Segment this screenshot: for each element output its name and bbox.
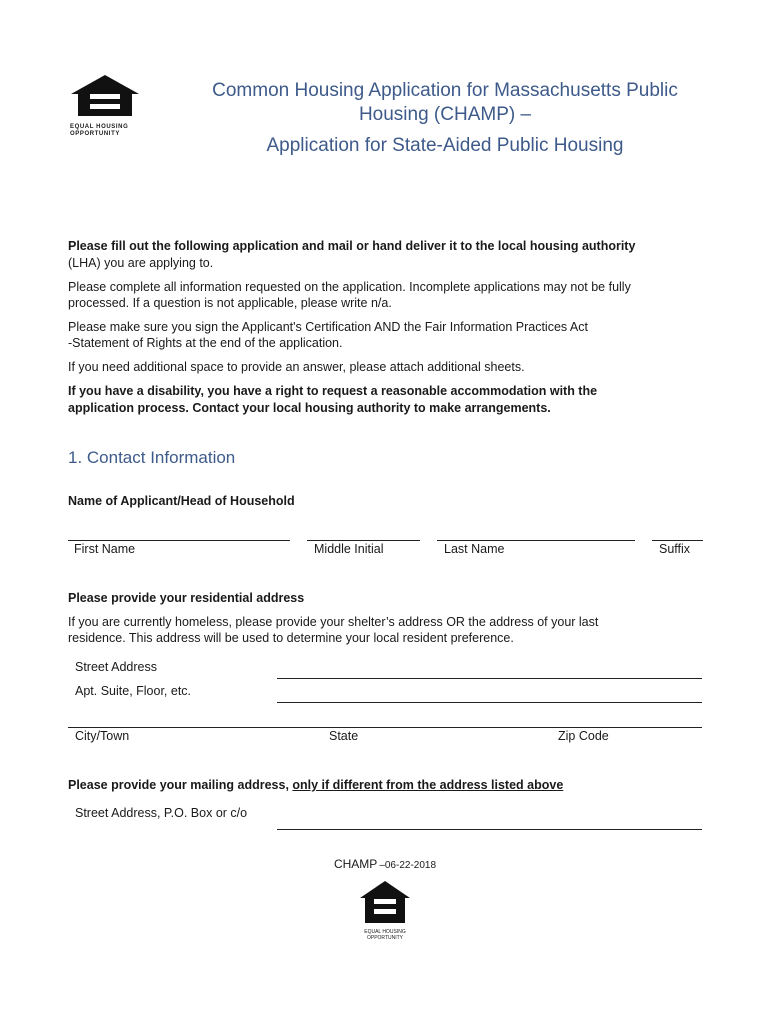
footer-date: –06-22-2018 (379, 860, 437, 871)
logo-text-1: EQUAL HOUSING (70, 124, 129, 130)
footer-logo-text-1: EQUAL HOUSING (364, 929, 406, 935)
suffix-label: Suffix (659, 542, 691, 556)
footer-code-name: CHAMP (333, 857, 378, 871)
equal-housing-logo (70, 74, 140, 137)
residential-heading: Please provide your residential address (68, 591, 305, 605)
last-name-field[interactable] (437, 540, 635, 541)
city-state-zip-field[interactable] (68, 727, 702, 728)
intro-p2-line2: processed. If a question is not applicable, please write n/a. (68, 296, 392, 310)
first-name-field[interactable] (68, 540, 290, 541)
logo-text-2: OPPORTUNITY (70, 131, 120, 137)
suffix-field[interactable] (652, 540, 703, 541)
street-address-field[interactable] (277, 678, 702, 679)
intro-p5-line1: If you have a disability, you have a right to request a reasonable accommodation with the (68, 384, 598, 398)
document-title-line1: Common Housing Application for Massachusetts Public (212, 80, 678, 101)
intro-p2-line1: Please complete all information requested on the application. Incomplete applications may not be fully (68, 280, 631, 294)
mailing-street-label: Street Address, P.O. Box or c/o (75, 806, 248, 820)
equal-housing-house-icon (70, 74, 140, 118)
state-label: State (329, 729, 359, 743)
mailing-street-field[interactable] (277, 829, 702, 830)
zip-code-label: Zip Code (558, 729, 609, 743)
first-name-label: First Name (74, 542, 136, 556)
residential-note-line2: residence. This address will be used to determine your local resident preference. (68, 631, 514, 645)
residential-note-line1: If you are currently homeless, please provide your shelter’s address OR the address of your last (68, 615, 599, 629)
section-heading-contact: 1. Contact Information (68, 448, 236, 467)
apt-suite-label: Apt. Suite, Floor, etc. (75, 684, 192, 698)
intro-p5-line2: application process. Contact your local housing authority to make arrangements. (68, 401, 551, 415)
intro-p3-line1: Please make sure you sign the Applicant's Certification AND the Fair Information Practices Act (68, 320, 588, 334)
intro-p4: If you need additional space to provide an answer, please attach additional sheets. (68, 360, 525, 374)
street-address-label: Street Address (75, 660, 157, 674)
intro-p1-bold: Please fill out the following application and mail or hand deliver it to the local housing authority (68, 239, 636, 253)
mailing-heading (68, 777, 708, 794)
document-title-line2: Housing (CHAMP) – (358, 104, 532, 125)
footer-equal-housing-logo (359, 880, 411, 941)
document-subtitle: Application for State-Aided Public Housing (266, 135, 624, 156)
city-town-label: City/Town (75, 729, 130, 743)
middle-initial-field[interactable] (307, 540, 420, 541)
footer-code (0, 857, 770, 871)
last-name-label: Last Name (444, 542, 505, 556)
apt-suite-field[interactable] (277, 702, 702, 703)
footer-logo-text-2: OPPORTUNITY (366, 935, 404, 941)
intro-p1-rest: (LHA) you are applying to. (68, 256, 214, 270)
middle-initial-label: Middle Initial (314, 542, 384, 556)
intro-p3-line2: -Statement of Rights at the end of the application. (68, 336, 343, 350)
mailing-heading-prefix: Please provide your mailing address, (68, 778, 293, 792)
mailing-heading-underlined: only if different from the address listed above (292, 778, 564, 792)
name-heading: Name of Applicant/Head of Household (68, 494, 295, 508)
footer-equal-housing-house-icon (359, 880, 411, 924)
